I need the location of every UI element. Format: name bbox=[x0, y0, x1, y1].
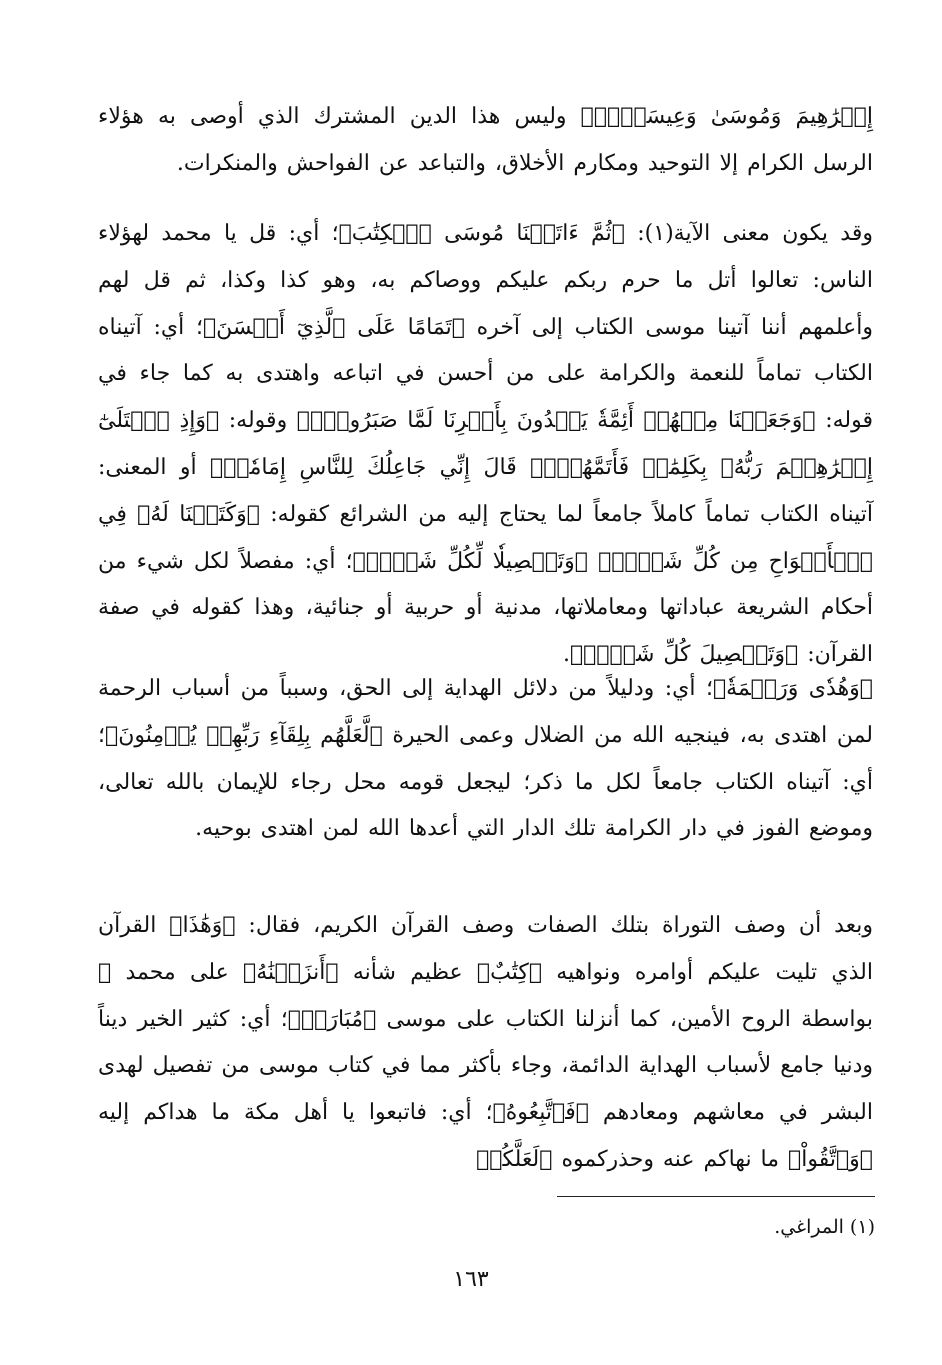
page-number: ١٦٣ bbox=[453, 1267, 489, 1292]
paragraph-3 bbox=[98, 666, 873, 853]
paragraph-2 bbox=[98, 211, 873, 679]
footnote: (١) المراغي. bbox=[774, 1216, 875, 1238]
paragraph-1 bbox=[98, 94, 873, 188]
paragraph-text: وبعد أن وصف التوراة بتلك الصفات وصف القرآن الكريم، فقال: ﴿وَهَٰذَا﴾ القرآن الذي تليت عليكم أوامره ونواهيه ﴿كِتَٰبٌ﴾ عظيم شأنه ﴿أَنزَلۡنَٰهُ﴾ على محمد ﷺ بواسطة الروح الأمين، كما أنزلنا الكتاب على موسى ﴿مُبَارَكٞ﴾؛ أي: كثير الخير ديناً ودنيا جامع لأسباب الهداية الدائمة، وجاء بأكثر مما في كتاب موسى من تفصيل لهدى البشر في معاشهم ومعادهم ﴿فَٱتَّبِعُوهُ﴾؛ أي: فاتبعوا يا أهل مكة ما هداكم إليه ﴿وَٱتَّقُواْ﴾ ما نهاكم عنه وحذركموه ﴿لَعَلَّكُمۡ bbox=[98, 913, 873, 1172]
footnote-separator bbox=[557, 1196, 875, 1197]
paragraph-text: ﴿وَهُدٗى وَرَحۡمَةٗ﴾؛ أي: ودليلاً من دلائل الهداية إلى الحق، وسبباً من أسباب الرحمة لمن اهتدى به، فينجيه الله من الضلال وعمى الحيرة ﴿لَّعَلَّهُم بِلِقَآءِ رَبِّهِمۡ يُؤۡمِنُونَ﴾؛ أي: آتيناه الكتاب جامعاً لكل ما ذكر؛ ليجعل قومه محل رجاء للإيمان بالله تعالى، وموضع الفوز في دار الكرامة تلك الدار التي أعدها الله لمن اهتدى بوحيه. bbox=[98, 676, 873, 842]
paragraph-text: إِبۡرَٰهِيمَ وَمُوسَىٰ وَعِيسَىٰٓۖ﴾ وليس هذا الدين المشترك الذي أوصى به هؤلاء الرسل الكرام إلا التوحيد ومكارم الأخلاق، والتباعد عن الفواحش والمنكرات. bbox=[98, 104, 873, 176]
paragraph-4 bbox=[98, 903, 873, 1184]
paragraph-text: وقد يكون معنى الآية(١): ﴿ثُمَّ ءَاتَيۡنَا مُوسَى ٱلۡكِتَٰبَ﴾؛ أي: قل يا محمد لهؤلاء الناس: تعالوا أتل ما حرم ربكم عليكم ووصاكم به، وهو كذا وكذا، ثم قل لهم وأعلمهم أننا آتينا موسى الكتاب إلى آخره ﴿تَمَامًا عَلَى ٱلَّذِيٓ أَحۡسَنَ﴾؛ أي: آتيناه الكتاب تماماً للنعمة والكرامة على من أحسن في اتباعه واهتدى به كما جاء في قوله: ﴿وَجَعَلۡنَا مِنۡهُمۡ أَئِمَّةٗ يَهۡدُونَ بِأَمۡرِنَا لَمَّا صَبَرُواْۖ﴾ وقوله: ﴿وَإِذِ ٱبۡتَلَىٰٓ إِبۡرَٰهِـۧمَ رَبُّهُۥ بِكَلِمَٰتٖ فَأَتَمَّهُنَّۖ قَالَ إِنِّي جَاعِلُكَ لِلنَّاسِ إِمَامٗاۖ﴾ أو المعنى: آتيناه الكتاب تماماً كاملاً جامعاً لما يحتاج إليه من الشرائع كقوله: ﴿وَكَتَبۡنَا لَهُۥ فِي ٱلۡأَلۡوَاحِ مِن كُلِّ شَيۡءٖ﴾ ﴿وَتَفۡصِيلٗا لِّكُلِّ شَيۡءٖ﴾؛ أي: مفصلاً لكل شيء من أحكام الشريعة عباداتها ومعاملاتها، مدنية أو حربية أو جنائية، وهذا كقوله في صفة القرآن: ﴿وَتَفۡصِيلَ كُلِّ شَيۡءٖ﴾. bbox=[98, 221, 874, 668]
